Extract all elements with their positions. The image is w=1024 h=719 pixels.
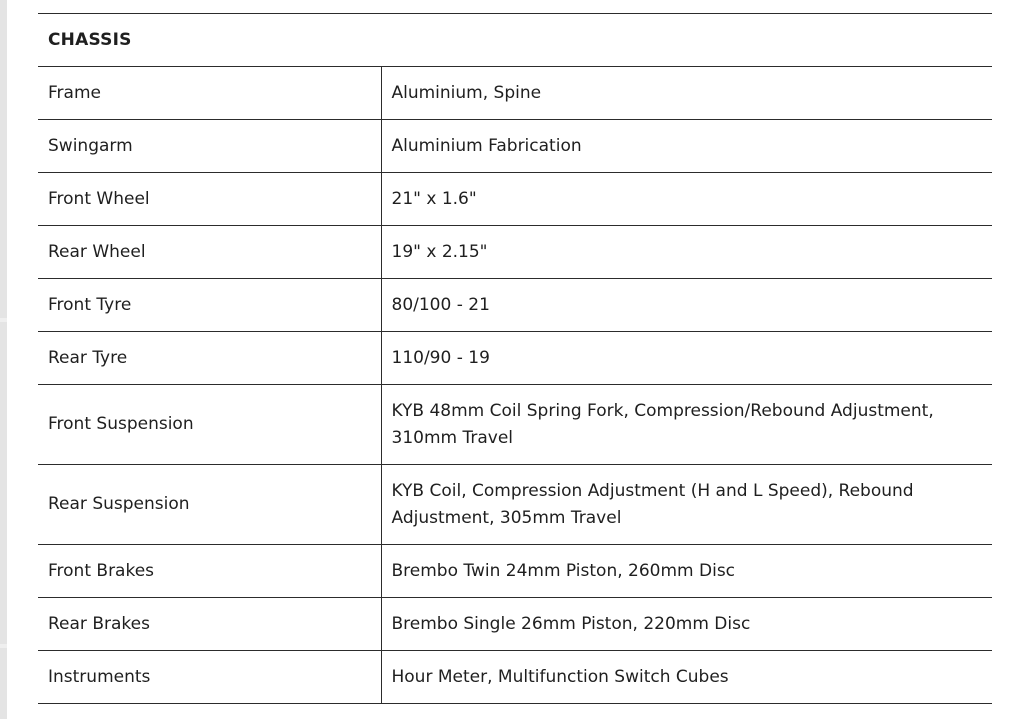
- row-value: 19" x 2.15": [391, 241, 488, 262]
- section-title: CHASSIS: [48, 29, 132, 50]
- row-value: KYB 48mm Coil Spring Fork, Compression/Rebound Adjustment, 310mm Travel: [391, 400, 934, 448]
- table-header-row: [38, 14, 992, 67]
- row-value: Aluminium, Spine: [391, 82, 542, 103]
- row-value: Hour Meter, Multifunction Switch Cubes: [391, 666, 729, 687]
- row-value: Brembo Twin 24mm Piston, 260mm Disc: [391, 560, 736, 581]
- row-label: Rear Tyre: [38, 332, 381, 385]
- row-value: 80/100 - 21: [391, 294, 490, 315]
- row-label: Front Wheel: [38, 173, 381, 226]
- table-row-instruments: [38, 651, 992, 704]
- table-row-front-wheel: [38, 173, 992, 226]
- table-row-rear-tyre: [38, 332, 992, 385]
- chassis-spec-table: [38, 13, 992, 704]
- row-value: 21" x 1.6": [391, 188, 477, 209]
- table-row-swingarm: [38, 120, 992, 173]
- row-label: Rear Wheel: [38, 226, 381, 279]
- row-label: Front Brakes: [38, 545, 381, 598]
- row-label: Rear Suspension: [38, 465, 381, 545]
- left-edge-segment: [0, 648, 7, 719]
- table-row-rear-wheel: [38, 226, 992, 279]
- row-value: 110/90 - 19: [391, 347, 490, 368]
- row-label: Front Suspension: [38, 385, 381, 465]
- row-label: Front Tyre: [38, 279, 381, 332]
- row-value: Brembo Single 26mm Piston, 220mm Disc: [391, 613, 751, 634]
- row-value: Aluminium Fabrication: [391, 135, 582, 156]
- table-row-front-tyre: [38, 279, 992, 332]
- left-edge-segment: [0, 0, 7, 318]
- row-value: KYB Coil, Compression Adjustment (H and L Speed), Rebound Adjustment, 305mm Travel: [391, 480, 914, 528]
- left-edge-strip: [0, 0, 7, 719]
- left-edge-segment: [0, 322, 7, 644]
- row-label: Frame: [38, 67, 381, 120]
- table-row-front-suspension: [38, 385, 992, 465]
- row-label: Swingarm: [38, 120, 381, 173]
- table-row-rear-brakes: [38, 598, 992, 651]
- row-label: Rear Brakes: [38, 598, 381, 651]
- table-row-front-brakes: [38, 545, 992, 598]
- table-row-frame: [38, 67, 992, 120]
- table-row-rear-suspension: [38, 465, 992, 545]
- row-label: Instruments: [38, 651, 381, 704]
